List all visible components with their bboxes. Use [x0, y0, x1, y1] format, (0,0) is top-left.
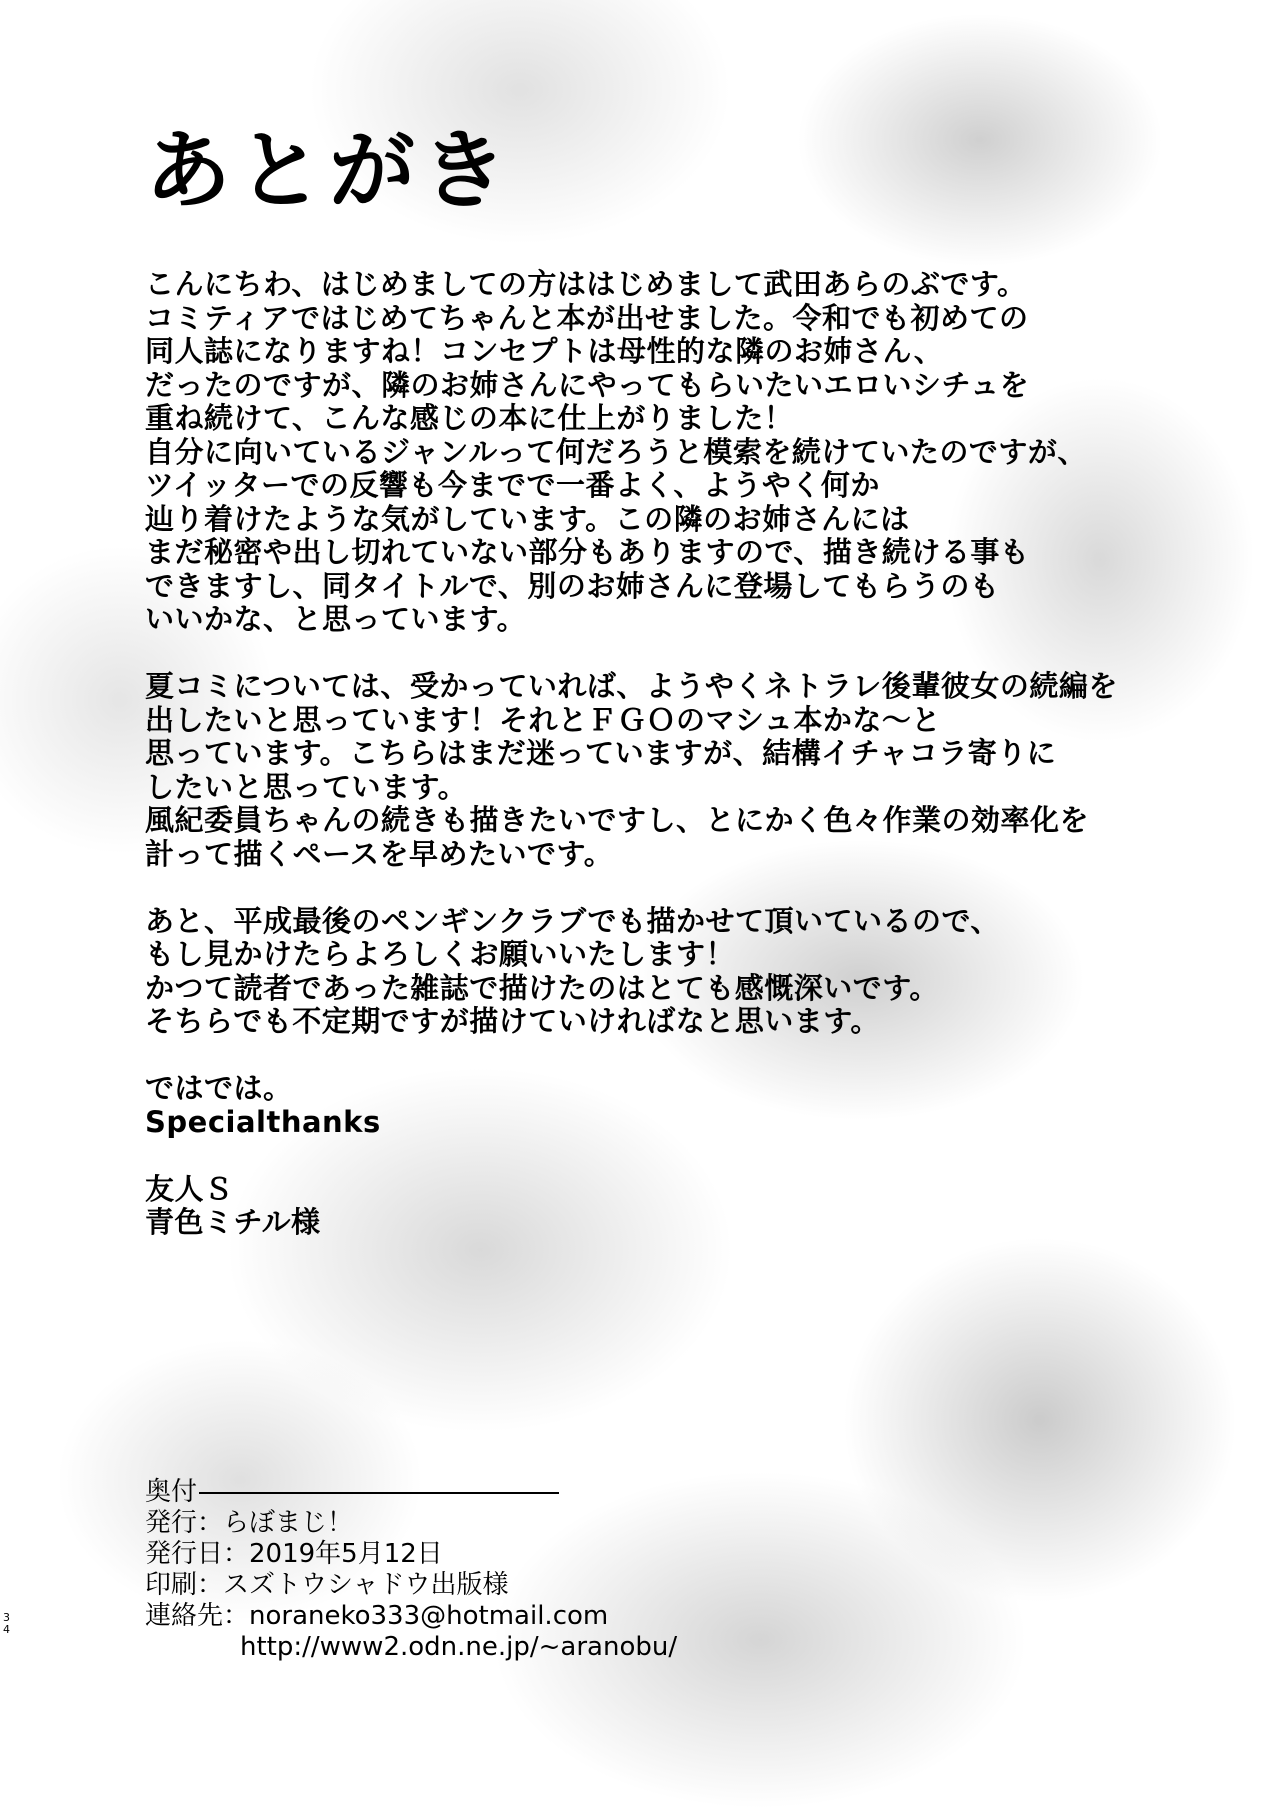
text-line: もし見かけたらよろしくお願いいたします！: [145, 937, 736, 971]
paragraph-closing: [145, 1072, 1205, 1139]
text-line: あと、平成最後のペンギンクラブでも描かせて頂いているので、: [145, 903, 1000, 938]
text-line: 思っています。こちらはまだ迷っていますが、結構イチャコラ寄りに: [145, 736, 1057, 770]
colophon-heading: [145, 1477, 677, 1508]
page-title: あとがき: [145, 120, 513, 221]
text-line: 重ね続けて、こんな感じの本に仕上がりました！: [145, 401, 794, 435]
colophon: [145, 1477, 677, 1663]
paragraph-summer-comiket: [145, 670, 1205, 871]
text-line: かつて読者であった雑誌で描けたのはとても感慨深いです。: [145, 970, 939, 1005]
text-line: 風紀委員ちゃんの続きも描きたいですし、とにかく色々作業の効率化を: [145, 803, 1090, 837]
text-line: 夏コミについては、受かっていれば、ようやくネトラレ後輩彼女の続編を: [145, 669, 1118, 703]
afterword-body: [145, 268, 1205, 1273]
paragraph-intro: [145, 268, 1205, 637]
text-line: いいかな、と思っています。: [145, 602, 527, 636]
text-line: そちらでも不定期ですが描けていければなと思います。: [145, 1004, 880, 1038]
colophon-url: http://www2.odn.ne.jp/~aranobu/: [240, 1632, 678, 1662]
text-line: 計って描くペースを早めたいです。: [145, 836, 614, 871]
paragraph-thanks-list: [145, 1173, 1205, 1240]
paragraph-penguin-club: [145, 905, 1205, 1039]
text-line: ではでは。: [145, 1071, 293, 1105]
colophon-date: 発行日：2019年5月12日: [145, 1539, 443, 1569]
colophon-divider: [199, 1492, 559, 1494]
text-line: ツイッターでの反響も今までで一番よく、ようやく何か: [145, 468, 880, 502]
text-line: だったのですが、隣のお姉さんにやってもらいたいエロいシチュを: [145, 367, 1030, 402]
text-line: コミティアではじめてちゃんと本が出せました。令和でも初めての: [145, 300, 1029, 335]
page-number: 34: [3, 1611, 10, 1636]
text-line: 辿り着けたような気がしています。この隣のお姉さんには: [145, 501, 910, 536]
colophon-publisher: 発行：らぼまじ！: [145, 1508, 354, 1538]
text-line: したいと思っています。: [145, 769, 468, 804]
text-line: できますし、同タイトルで、別のお姉さんに登場してもらうのも: [145, 568, 1000, 603]
colophon-heading-label: 奥付: [145, 1477, 198, 1507]
text-line: 友人Ｓ: [145, 1171, 234, 1206]
text-line: 自分に向いているジャンルって何だろうと模索を続けていたのですが、: [145, 434, 1087, 469]
text-line: 青色ミチル様: [145, 1205, 321, 1239]
text-line: 出したいと思っています！それとＦＧＯのマシュ本かな〜と: [145, 702, 941, 737]
text-line: まだ秘密や出し切れていない部分もありますので、描き続ける事も: [145, 535, 1030, 569]
text-line: 同人誌になりますね！コンセプトは母性的な隣のお姉さん、: [145, 334, 944, 368]
colophon-printer: 印刷：スズトウシャドウ出版様: [145, 1570, 509, 1600]
text-line: こんにちわ、はじめましての方ははじめまして武田あらのぶです。: [145, 267, 1027, 301]
colophon-contact: 連絡先：noraneko333@hotmail.com: [145, 1601, 609, 1631]
text-line: Specialthanks: [145, 1104, 381, 1139]
